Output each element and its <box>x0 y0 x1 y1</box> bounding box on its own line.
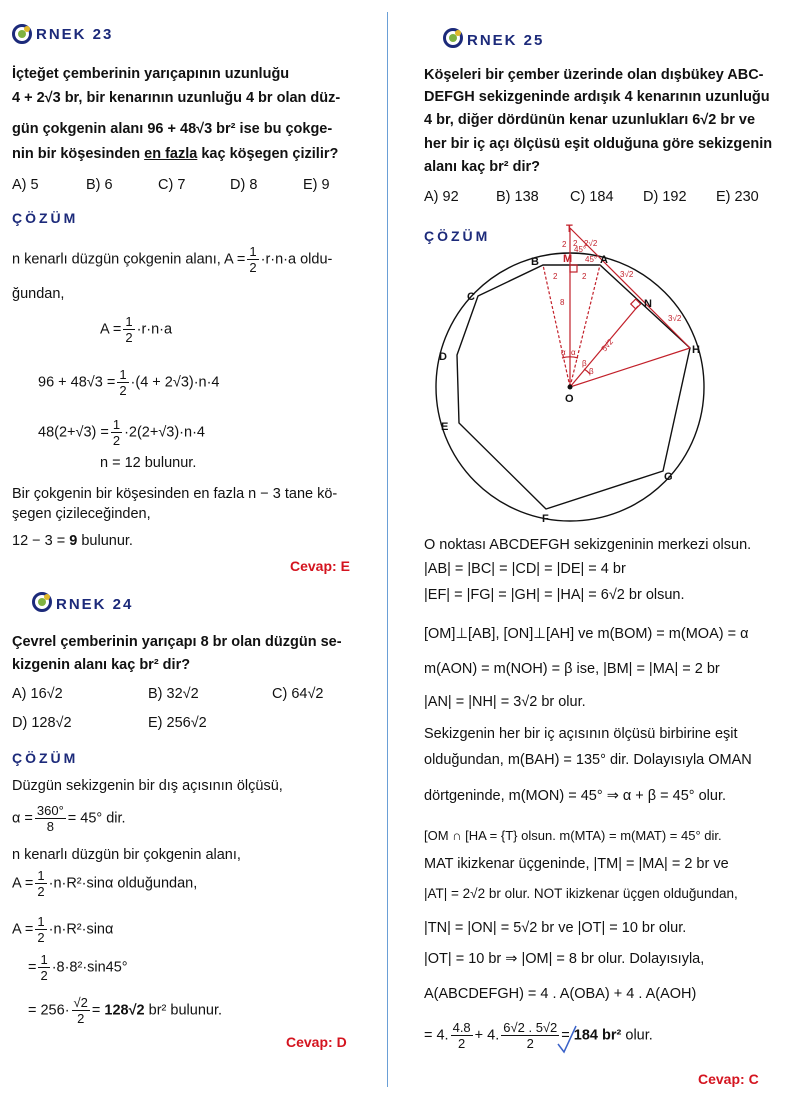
ex25-sol-line14: |OT| = 10 br ⇒ |OM| = 8 br olur. Dolayısıyla, <box>424 951 705 967</box>
ex23-sol-line5: 12 − 3 = 9 bulunur. <box>12 533 133 549</box>
ex25-question-line4: her bir iç açı ölçüsü eşit olduğuna göre sekizgenin <box>424 136 773 152</box>
ex25-question-line3: 4 br, diğer dördünün kenar uzunlukları 6√2 br ve <box>424 112 756 128</box>
example-25-title: RNEK 25 <box>467 32 545 49</box>
ex23-question-line2: 4 + 2√3 br, bir kenarının uzunluğu 4 br olan düz- <box>12 90 341 106</box>
ex25-sol-line12: |AT| = 2√2 br olur. NOT ikizkenar üçgen olduğundan, <box>424 886 738 901</box>
octagon-figure <box>420 222 720 526</box>
ex25-sol-line4: [OM]⊥[AB], [ON]⊥[AH] ve m(BOM) = m(MOA) = α <box>424 626 749 642</box>
label-45deg: 45° <box>574 245 587 254</box>
ex24-sol-line6: = $\frac{1}{2}$ ·8·8²·sin45° <box>28 952 128 983</box>
ex25-sol-line1: O noktası ABCDEFGH sekizgeninin merkezi olsun. <box>424 537 752 553</box>
ex25-question-line2: DEFGH sekizgeninde ardışık 4 kenarının uzunluğu <box>424 89 770 105</box>
example-badge-icon <box>443 28 463 48</box>
ex25-sol-line10: [OM ∩ [HA = {T} olsun. m(MTA) = m(MAT) = 45° dir. <box>424 828 722 843</box>
ex24-sol-line1: Düzgün sekizgenin bir dış açısının ölçüsü, <box>12 778 283 794</box>
ex23-eq2: 96 + 48√3 = $\frac{1}{2}$ ·(4 + 2√3)·n·4 <box>38 367 220 398</box>
octagon-outline <box>457 265 690 509</box>
ex23-sol-line1: n kenarlı düzgün çokgenin alanı, A = $\frac{1}{2}$ ·r·n·a oldu- <box>12 244 333 275</box>
column-divider <box>387 12 388 1087</box>
example-23-title: RNEK 23 <box>36 26 114 43</box>
ex24-sol-line2: α = $\frac{360^\circ}{8}$ = 45° dir. <box>12 803 126 834</box>
label-45deg-b: 45° <box>585 255 598 264</box>
ex25-choice-e: E) 230 <box>716 189 759 205</box>
ex25-sol-line13: |TN| = |ON| = 5√2 br ve |OT| = 10 br olur. <box>424 920 687 936</box>
label-eight: 8 <box>560 298 565 307</box>
ex25-choice-a: A) 92 <box>424 189 459 205</box>
ex25-sol-line11: MAT ikizkenar üçgeninde, |TM| = |MA| = 2 br ve <box>424 856 729 872</box>
label-5root2: 5√2 <box>599 337 616 354</box>
ex25-sol-line9: dörtgeninde, m(MON) = 45° ⇒ α + β = 45° olur. <box>424 788 727 804</box>
label-2root2: 2√2 <box>584 239 598 248</box>
ex25-sol-line15: A(ABCDEFGH) = 4 . A(OBA) + 4 . A(AOH) <box>424 986 697 1002</box>
label-N: N <box>644 298 652 310</box>
handwritten-check-mark <box>556 1022 596 1056</box>
ex24-solution-heading: ÇÖZÜM <box>12 750 79 766</box>
ex24-sol-line5: A = $\frac{1}{2}$ ·n·R²·sinα <box>12 914 114 945</box>
ex25-question-line5: alanı kaç br² dir? <box>424 159 541 175</box>
ex23-choice-c: C) 7 <box>158 177 186 193</box>
label-two-MA: 2 <box>582 272 587 281</box>
example-badge-icon <box>32 592 52 612</box>
label-3root2-AN: 3√2 <box>620 270 634 279</box>
ex23-choice-d: D) 8 <box>230 177 258 193</box>
ex23-sol-line4: şegen çizileceğinden, <box>12 506 151 522</box>
ex24-answer: Cevap: D <box>286 1034 347 1050</box>
label-G: G <box>664 471 673 483</box>
ex24-choice-c: C) 64√2 <box>272 686 324 702</box>
ex24-choice-d: D) 128√2 <box>12 715 72 731</box>
ex25-final-line: = 4. $\frac{4.8}{2}$ + 4. $\frac{6√2 . 5√2}{2}$ = 184 br² olur. <box>424 1020 653 1051</box>
ex24-choice-a: A) 16√2 <box>12 686 63 702</box>
label-beta: β <box>582 359 587 368</box>
ex23-eq4: n = 12 bulunur. <box>100 455 197 471</box>
right-angle-M <box>570 265 577 272</box>
label-O: O <box>565 393 574 405</box>
ex23-eq1: A = $\frac{1}{2}$ ·r·n·a <box>100 314 173 345</box>
ex23-question-line3: gün çokgenin alanı 96 + 48√3 br² ise bu çokge- <box>12 121 333 137</box>
segment-OB <box>543 265 570 387</box>
label-D: D <box>439 351 447 363</box>
ex24-sol-line3: n kenarlı düzgün bir çokgenin alanı, <box>12 847 241 863</box>
label-A: A <box>600 254 608 266</box>
ex25-sol-line2: |AB| = |BC| = |CD| = |DE| = 4 br <box>424 561 626 577</box>
example-24-title: RNEK 24 <box>56 596 134 613</box>
ex25-sol-line5: m(AON) = m(NOH) = β ise, |BM| = |MA| = 2 br <box>424 661 720 677</box>
example-badge-icon <box>12 24 32 44</box>
ex23-eq3: 48(2+√3) = $\frac{1}{2}$ ·2(2+√3)·n·4 <box>38 417 205 448</box>
label-beta2: β <box>589 367 594 376</box>
label-E: E <box>441 421 449 433</box>
label-B: B <box>531 256 539 268</box>
ex25-choice-d: D) 192 <box>643 189 687 205</box>
ex23-solution-heading: ÇÖZÜM <box>12 210 79 226</box>
ex23-choice-b: B) 6 <box>86 177 113 193</box>
ex23-sol-line3: Bir çokgenin bir köşesinden en fazla n − 3 tane kö- <box>12 486 338 502</box>
label-H: H <box>692 344 700 356</box>
ex25-sol-line3: |EF| = |FG| = |GH| = |HA| = 6√2 br olsun. <box>424 587 685 603</box>
label-two-extra: 2 <box>573 239 578 248</box>
ex25-choice-c: C) 184 <box>570 189 614 205</box>
label-T: T <box>566 223 573 235</box>
ex23-answer: Cevap: E <box>290 558 350 574</box>
ex23-choice-e: E) 9 <box>303 177 330 193</box>
ex24-choice-b: B) 32√2 <box>148 686 199 702</box>
ex25-solution-heading: ÇÖZÜM <box>424 228 491 244</box>
label-F: F <box>542 513 549 525</box>
label-two-BM: 2 <box>553 272 558 281</box>
segment-OH <box>570 348 690 387</box>
ex24-sol-line7: = 256· $\frac{√2}{2}$ = 128√2 br² bulunur. <box>28 995 223 1026</box>
ex25-sol-line8: olduğundan, m(BAH) = 135° dir. Dolayısıyla OMAN <box>424 752 752 768</box>
ex23-choice-a: A) 5 <box>12 177 39 193</box>
label-two-TM: 2 <box>562 240 567 249</box>
label-alpha2: α <box>571 348 576 357</box>
ex24-question-line1: Çevrel çemberinin yarıçapı 8 br olan düzgün se- <box>12 634 342 650</box>
ex24-question-line2: kizgenin alanı kaç br² dir? <box>12 657 191 673</box>
ex24-choice-e: E) 256√2 <box>148 715 207 731</box>
ex25-sol-line7: Sekizgenin her bir iç açısının ölçüsü birbirine eşit <box>424 726 738 742</box>
ex25-question-line1: Köşeleri bir çember üzerinde olan dışbükey ABC- <box>424 67 764 83</box>
ex23-sol-line2: ğundan, <box>12 286 65 302</box>
ex25-sol-line6: |AN| = |NH| = 3√2 br olur. <box>424 694 586 710</box>
label-C: C <box>467 291 475 303</box>
ex25-choice-b: B) 138 <box>496 189 539 205</box>
ex23-question-line4: nin bir köşesinden en fazla kaç köşegen çizilir? <box>12 146 339 162</box>
label-M: M <box>563 253 573 265</box>
ex25-answer: Cevap: C <box>698 1071 759 1087</box>
ex23-question-line1: İçteğet çemberinin yarıçapının uzunluğu <box>12 66 290 82</box>
label-alpha: α <box>561 348 566 357</box>
ex24-sol-line4: A = $\frac{1}{2}$ ·n·R²·sinα olduğundan, <box>12 868 198 899</box>
label-3root2-NH: 3√2 <box>668 314 682 323</box>
